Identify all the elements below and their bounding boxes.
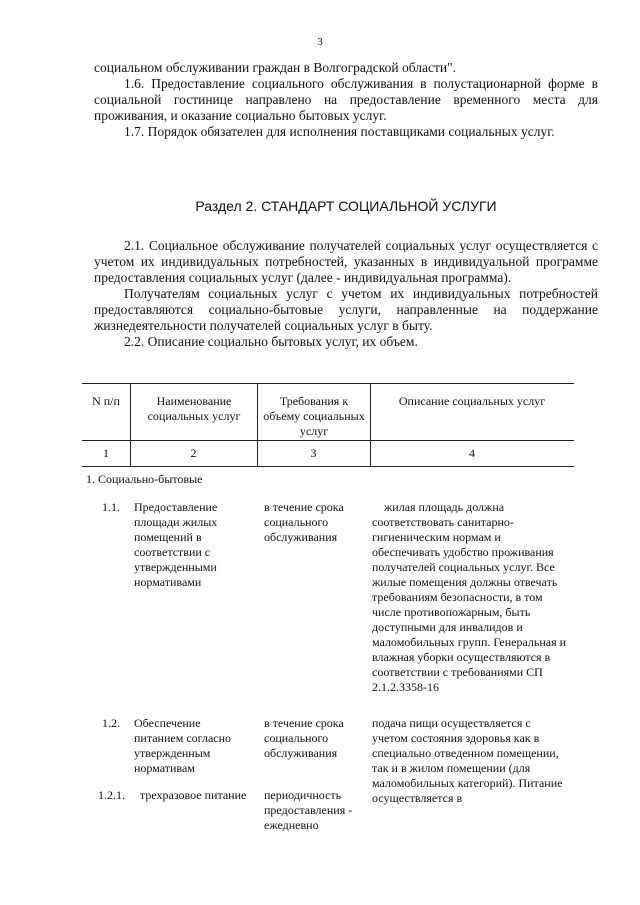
column-number-4: 4 xyxy=(469,446,475,460)
services-table-header xyxy=(82,383,574,467)
column-number-3: 3 xyxy=(310,446,317,460)
row-1-2-requirements: в течение срока социального обслуживания xyxy=(264,716,344,760)
page-number: 3 xyxy=(317,36,323,48)
row-1-1-number: 1.1. xyxy=(102,500,120,514)
row-1-2-description: подача пищи осуществляется с учетом состояния здоровья как в специально отведенном помещении, так и в жилом помещении (для маломобильных категорий). Питание осуществляется в xyxy=(372,716,563,805)
row-1-1-name: Предоставление площади жилых помещений в соответствии с утвержденными нормативами xyxy=(134,500,218,589)
paragraph-1-7: 1.7. Порядок обязателен для исполнения поставщиками социальных услуг. xyxy=(124,124,555,139)
paragraph-1-6: 1.6. Предоставление социального обслуживания в полустационарной форме в социальной гостинице направлено на предоставление временного места для проживания, и оказание социально бытовых услуг. xyxy=(94,76,598,123)
row-1-2-1-name: трехразовое питание xyxy=(140,788,247,802)
row-1-1-description: жилая площадь должна соответствовать санитарно-гигиеническим нормам и обеспечивать удобство проживания получателей социальных услуг. Все жилые помещения должны отвечать требованиям безопасности, в том числе противопожарным, быть доступными для инвалидов и маломобильных групп. Генеральная и влажная уборки осуществляются в соответствии с требованиями СП 2.1.2.3358-16 xyxy=(372,500,567,694)
header-service-name: Наименование социальных услуг xyxy=(147,394,241,423)
header-requirements: Требования к объему социальных услуг xyxy=(263,394,365,438)
paragraph-continuation: социальном обслуживании граждан в Волгоградской области". xyxy=(94,60,456,75)
row-1-1-requirements: в течение срока социального обслуживания xyxy=(264,500,344,544)
header-number: N п/п xyxy=(92,394,120,408)
group-title: 1. Социально-бытовые xyxy=(86,472,203,486)
row-1-2-1-number: 1.2.1. xyxy=(98,788,125,802)
row-1-2-1-requirements: периодичность предоставления - ежедневно xyxy=(264,788,353,832)
row-1-2-name: Обеспечение питанием согласно утвержденным нормативам xyxy=(134,716,232,775)
paragraph-2-2: 2.2. Описание социально бытовых услуг, их объем. xyxy=(124,334,418,349)
intro-text xyxy=(94,60,598,140)
column-number-1: 1 xyxy=(103,446,109,460)
header-description: Описание социальных услуг xyxy=(398,394,546,408)
paragraph-2-1-b: Получателям социальных услуг с учетом их индивидуальных потребностей предоставляются социально-бытовые услуги, направленные на поддержание жизнедеятельности получателей социальных услуг в быту. xyxy=(94,286,598,333)
section2-text xyxy=(94,238,598,350)
column-number-2: 2 xyxy=(190,446,197,460)
section-title: Раздел 2. СТАНДАРТ СОЦИАЛЬНОЙ УСЛУГИ xyxy=(195,198,497,214)
row-1-2-number: 1.2. xyxy=(102,716,120,730)
paragraph-2-1: 2.1. Социальное обслуживание получателей социальных услуг осуществляется с учетом их индивидуальных потребностей, указанных в индивидуальной программе предоставления социальных услуг (далее - индивидуальная программа). xyxy=(94,238,598,285)
